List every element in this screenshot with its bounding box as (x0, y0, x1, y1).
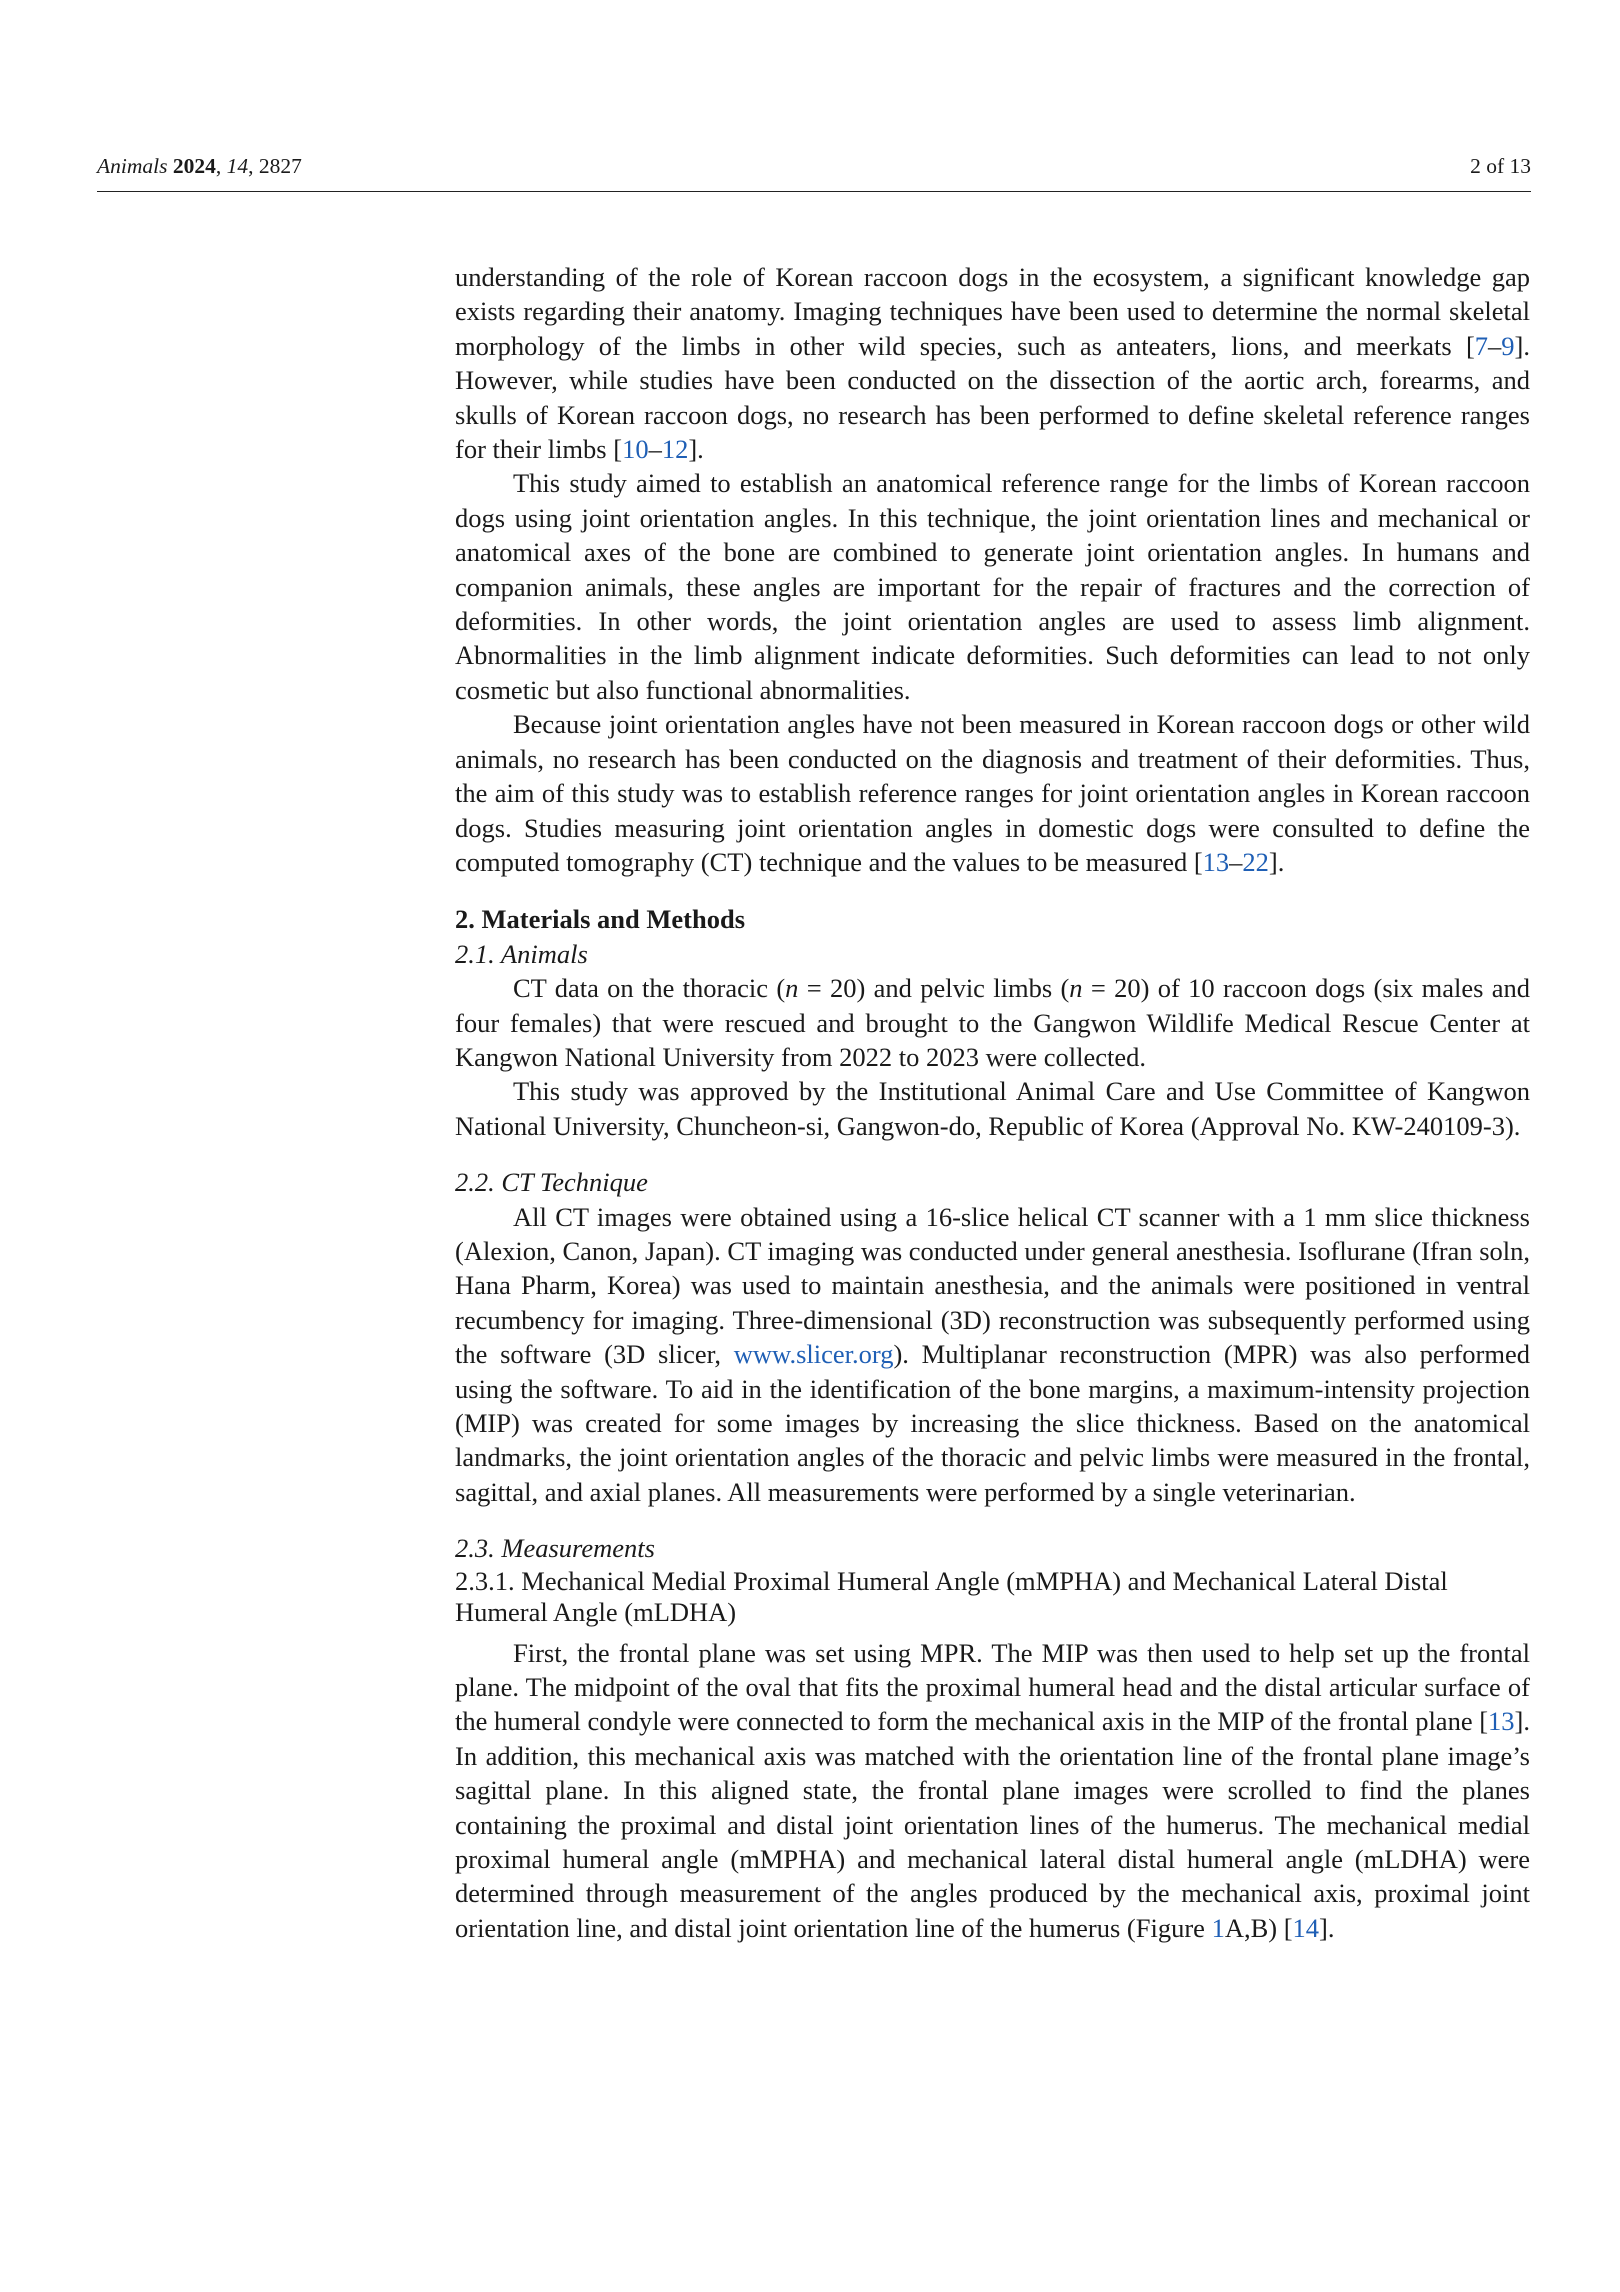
subsection-heading: 2.3. Measurements (455, 1533, 655, 1564)
journal-year: 2024 (172, 154, 216, 178)
text-run: A,B) [ (1224, 1912, 1293, 1943)
article-number: 2827 (258, 154, 302, 178)
journal-volume: 14 (226, 154, 249, 178)
subsection-heading: 2.2. CT Technique (455, 1167, 648, 1198)
journal-citation: Animals 2024, 14, 2827 (97, 154, 302, 178)
text-run: = 20) of 10 raccoon dogs (six males and four females) that were rescued and brought to the Gangwon Wildlife Medical Rescue Center at Kangwon National University from 2022 to 2023 were collected. (455, 973, 1530, 1072)
text-run: understanding of the role of Korean raccoon dogs in the ecosystem, a significant knowledge gap exists regarding their anatomy. Imaging techniques have been used to determine the normal skeletal morphology of the limbs in other wild species, such as anteaters, lions, and meerkats [ (455, 262, 1530, 361)
text-run: ]. In addition, this mechanical axis was matched with the orientation line of the frontal plane image’s sagittal plane. In this aligned state, the frontal plane images were scrolled to find the planes containing the proximal and distal joint orientation lines of the humerus. The mechanical medial proximal humeral angle (mMPHA) and mechanical lateral distal humeral angle (mLDHA) were determined through measurement of the angles produced by the mechanical axis, proximal joint orientation line, and distal joint orientation line of the humerus (Figure (455, 1706, 1530, 1943)
animals-paragraph-1 (455, 971, 1530, 1074)
subsubsection-heading: 2.3.1. Mechanical Medial Proximal Humeral Angle (mMPHA) and Mechanical Lateral Distal Humeral Angle (mLDHA) (455, 1565, 1448, 1627)
slicer-website-link[interactable]: www.slicer.org (733, 1339, 894, 1370)
text-run: ]. However, while studies have been conducted on the dissection of the aortic arch, forearms, and skulls of Korean raccoon dogs, no research has been performed to define skeletal reference ranges for their limbs [ (455, 330, 1530, 465)
citation-link[interactable]: 12 (661, 434, 689, 465)
text-run: ]. (1319, 1912, 1335, 1943)
text-run: = 20) and pelvic limbs ( (798, 973, 1070, 1004)
figure-link[interactable]: 1 (1211, 1912, 1225, 1943)
text-run: ]. (1268, 846, 1285, 877)
sample-size-symbol: n (1069, 973, 1083, 1004)
subsection-heading: 2.1. Animals (455, 938, 588, 969)
intro-paragraph-1 (455, 260, 1530, 466)
text-run: CT data on the thoracic ( (513, 973, 786, 1004)
ct-technique-paragraph (455, 1200, 1530, 1510)
sample-size-symbol: n (785, 973, 799, 1004)
text-run: – (1229, 846, 1243, 877)
animals-paragraph-2: This study was approved by the Institutional Animal Care and Use Committee of Kangwon National University, Chuncheon-si, Gangwon-do, Republic of Korea (Approval No. KW-240109-3). (455, 1076, 1530, 1141)
text-run: – (1488, 330, 1502, 361)
page-number: 2 of 13 (1470, 154, 1531, 178)
citation-link[interactable]: 14 (1292, 1912, 1320, 1943)
citation-link[interactable]: 13 (1488, 1706, 1515, 1737)
text-run: – (648, 434, 662, 465)
journal-name: Animals (97, 154, 168, 178)
running-header (97, 150, 1531, 190)
text-run: All CT images were obtained using a 16-slice helical CT scanner with a 1 mm slice thickness (Alexion, Canon, Japan). CT imaging was conducted under general anesthesia. Isoflurane (Ifran soln, Hana Pharm, Korea) was used to maintain anesthesia, and the animals were positioned in ventral recumbency for imaging. Three-dimensional (3D) reconstruction was subsequently performed using the software (3D slicer, (455, 1201, 1530, 1370)
article-body (455, 260, 1530, 1945)
text-run: Because joint orientation angles have not been measured in Korean raccoon dogs or other wild animals, no research has been conducted on the diagnosis and treatment of their deformities. Thus, the aim of this study was to establish reference ranges for joint orientation angles in Korean raccoon dogs. Studies measuring joint orientation angles in domestic dogs were consulted to define the computed tomography (CT) technique and the values to be measured [ (455, 709, 1530, 877)
citation-link[interactable]: 10 (622, 434, 649, 465)
citation-link[interactable]: 13 (1202, 846, 1230, 877)
text-run: ). Multiplanar reconstruction (MPR) was also performed using the software. To aid in the identification of the bone margins, a maximum-intensity projection (MIP) was created for some images by increasing the slice thickness. Based on the anatomical landmarks, the joint orientation angles of the thoracic and pelvic limbs were measured in the frontal, sagittal, and axial planes. All measurements were performed by a single veterinarian. (455, 1339, 1530, 1507)
measurement-paragraph (455, 1636, 1530, 1946)
citation-link[interactable]: 22 (1242, 846, 1269, 877)
citation-link[interactable]: 7 (1474, 330, 1489, 361)
text-run: First, the frontal plane was set using MPR. The MIP was then used to help set up the frontal plane. The midpoint of the oval that fits the proximal humeral head and the distal articular surface of the humeral condyle were connected to form the mechanical axis in the MIP of the frontal plane [ (455, 1637, 1530, 1737)
section-heading: 2. Materials and Methods (455, 904, 746, 935)
citation-link[interactable]: 9 (1501, 330, 1515, 361)
header-divider (97, 191, 1531, 192)
text-run: ]. (688, 434, 704, 465)
intro-paragraph-3 (455, 707, 1530, 879)
intro-paragraph-2: This study aimed to establish an anatomical reference range for the limbs of Korean raccoon dogs using joint orientation angles. In this technique, the joint orientation lines and mechanical or anatomical axes of the bone are combined to generate joint orientation angles. In humans and companion animals, these angles are important for the repair of fractures and the correction of deformities. In other words, the joint orientation angles are used to assess limb alignment. Abnormalities in the limb alignment indicate deformities. Such deformities can lead to not only cosmetic but also functional abnormalities. (455, 468, 1530, 705)
